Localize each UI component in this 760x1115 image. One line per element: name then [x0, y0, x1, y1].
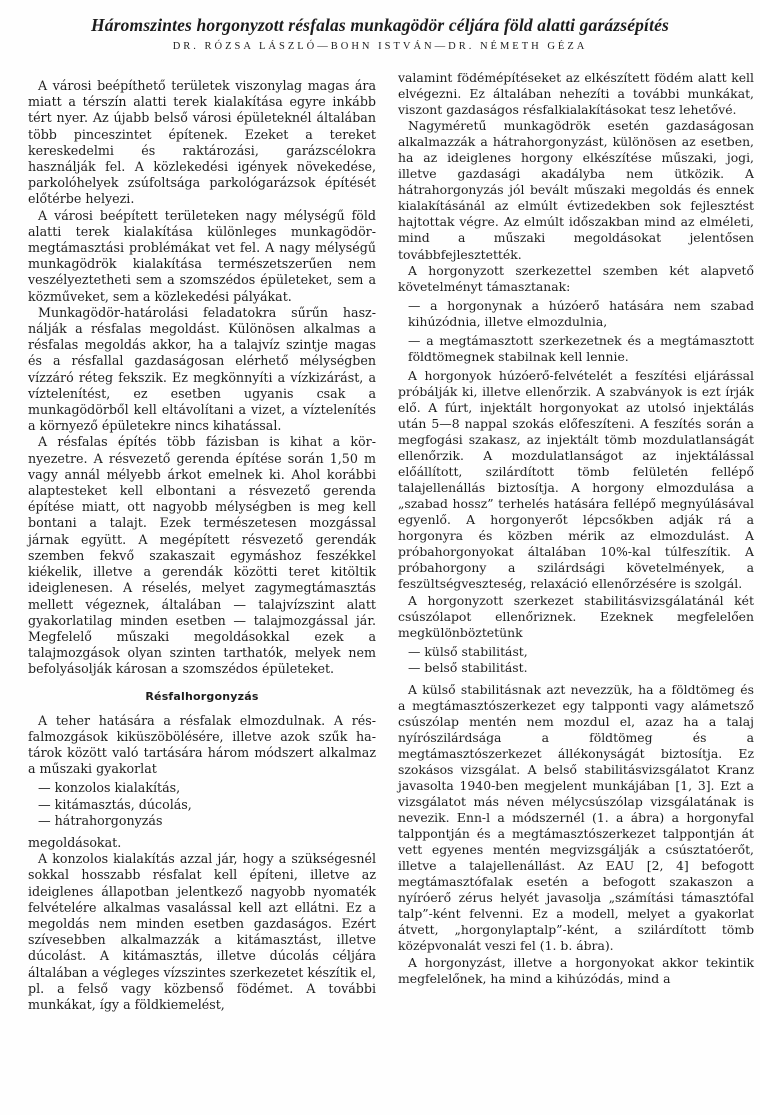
- paragraph: A külső stabilitásnak azt nevezzük, ha a földtömeg és a megtámasztószerkezet egy talpponti vagy alámetsző csúszólap mentén nem mozdul el, azaz ha a talaj nyírószilárdsága a földtömeg és a megtámasztószerkezet állékonyságát biztosítja. Ez szokásos vizsgálat. A belső stabilitásvizsgálatot Kranz javasolta 1940-ben megjelent munkájában [1, 3]. Ezt a vizsgálatot más néven mélycsúszólap vizsgálatának is nevezik. Enn-l a módszernél (1. a ábra) a horgonyfal talppontján és a megtámasztószerkezet talppontján át vett egyenes mentén megvizsgálják a csúsztatóerőt, illetve a talajellenállást. Az EAU [2, 4] befogott megtámasztófalak esetén a befogott szakaszon a nyíróerő zérus helyét javasolja „számítási támasztófal talp”-ként felvenni. Ez a modell, melyet a gyakorlat átvett, „horgonylaptalp”-ként, a szilárdított tömb középvonalát veszi fel (1. b. ábra).: [398, 681, 754, 954]
- paragraph: valamint födémépítéseket az elkészített födém alatt kell elvégezni. Ez általában nehezíti a további munkákat, viszont gazdaságos résfalkialakításokat tesz lehetővé.: [398, 70, 754, 118]
- paragraph: megoldásokat.: [28, 834, 122, 850]
- article-title: Háromszintes horgonyzott résfalas munkagödör céljára föld alatti garázsépítés: [91, 15, 669, 35]
- paragraph: A horgonyzást, illetve a horgonyokat akkor tekintik megfelelőnek, ha mind a kihúzódás, mind a: [398, 954, 754, 986]
- list-item: — a horgonynak a húzóerő hatására nem szabad kihúzódnia, illetve elmozdulnia,: [408, 297, 754, 329]
- list-item: — kitámasztás, dúcolás,: [38, 796, 192, 812]
- method-list: [28, 780, 376, 829]
- paragraph: A városi beépített területeken nagy mélységű föld alatti terek kialakítása különleges munkagödör-megtámasztási problémákat vet fel. A nagy mélységű munkagödrök kialakítása természetszerűen nem veszélyeztetheti sem a szomszédos épületeket, sem a közműveket, sem a közlekedési pályákat.: [28, 207, 376, 304]
- list-item: — belső stabilitást.: [408, 659, 528, 675]
- right-column: [398, 70, 754, 987]
- paragraph: Nagyméretű munkagödrök esetén gazdaságosan alkalmazzák a hátrahorgonyzást, különösen az esetben, ha az ideiglenes horgony elkészítése műszaki, jogi, illetve gazdasági akadályba nem ütközik. A hátrahorgonyzás jól bevált műszaki megoldás és ennek kialakításánál az elmúlt évtizedekben sok fejlesztést hajtottak végre. Az elmúlt időszakban mind az elméleti, mind a műszaki megoldásokat jelentősen továbbfejlesztették.: [398, 118, 754, 262]
- paragraph: A résfalas építés több fázisban is kihat a környezetre. A résvezető gerenda építése során 1,50 m vagy annál mélyebb árkot emelnek ki. Ahol korábbi alaptesteket kell elbontani a résvezető gerenda építése miatt, ott nagyobb mélységben is meg kell bontani a talajt. Ezek természetesen mozgással járnak együtt. A megépített résvezető gerendák szemben fekvő szakaszait egymáshoz feszékkel kiékelik, illetve a gerendák közötti teret kitöltik ideiglenesen. A réselés, melyet zagymegtámasztás mellett végeznek, általában — talajvízszint alatt gyakorlatilag minden esetben — talajmozgással jár. Megfelelő műszaki megoldásokkal ezek a talajmozgások olyan szinten tarthatók, melyek nem befolyásolják károsan a szomszédos épületeket.: [28, 434, 376, 677]
- article-authors: DR. RÓZSA LÁSZLÓ—BOHN ISTVÁN—DR. NÉMETH GÉZA: [172, 41, 588, 52]
- list-item: — a megtámasztott szerkezetnek és a megtámasztott földtömegnek stabilnak kell lennie.: [408, 332, 754, 364]
- paragraph: A horgonyok húzóerő-felvételét a feszítési eljárással próbálják ki, illetve ellenőrzik. A szabványok is ezt írják elő. A fúrt, injektált horgonyokat az utolsó injektálás után 5—8 nappal szokás előfeszíteni. A feszítés során a megfogási szakasz, az injektált tömb mozdulatlanságát ellenőrzik. A mozdulatlanságot az injektálással előállított, szilárdított tömb felületén fellépő talajellenállás biztosítja. A horgony elmozdulása a „szabad hossz” terhelés hatására fellépő megnyúlásával egyenlő. A horgonyerőt lépcsőkben adják rá a horgonyra és közben mérik az elmozdulást. A próbahorgonyokat általában 10%-kal túlfeszítik. A próbahorgony a szilárdsági követelmények, a feszültségveszteség, relaxáció ellenőrzésére is szolgál.: [398, 367, 754, 592]
- paragraph: A konzolos kialakítás azzal jár, hogy a szükségesnél sokkal hosszabb résfalat kell építeni, illetve az ideiglenes állapotban jelentkező nagyobb nyomaték felvételére alkalmas vasalással kell azt ellátni. Ez a megoldás nem minden esetben gazdaságos. Ezért szívesebben alkalmazzák a kitámasztást, illetve dúcolást. A kitámasztás, illetve dúcolás céljára általában a végleges vízszintes szerkezetet készítik el, pl. a felső vagy közbenső födémet. A további munkákat, így a földkiemelést,: [28, 851, 376, 1012]
- section-heading: Résfalhorgonyzás: [145, 689, 259, 703]
- paragraph: A városi beépíthető területek viszonylag magas ára miatt a térszín alatti terek kialakítása egyre inkább tért nyer. Az újabb belső városi épületeknél általában több pinceszintet építenek. Ezeket a tereket kereskedelmi és raktározási, garázscélokra használják fel. A közlekedési igények növekedése, parkolóhelyek zsúfoltsága parkológarázsok építését előtérbe helyezi.: [28, 78, 376, 207]
- stability-list: [398, 644, 754, 676]
- paragraph: A horgonyzott szerkezet stabilitásvizsgálatánál két csúszólapot ellenőriznek. Ezeknek megfelelően megkülönböztetünk: [398, 592, 754, 640]
- list-item: — hátrahorgonyzás: [38, 812, 163, 828]
- paragraph: Munkagödör-határolási feladatokra sűrűn használják a résfalas megoldást. Különösen alkalmas a résfalas megoldás akkor, ha a talajvíz szintje magas és a résfallal gazdaságosan elérhető mélységben vízzáró réteg fekszik. Ez megkönnyíti a vízkizárást, a víztelenítést, ez esetben ugyanis csak a munkagödörből kell eltávolítani a vizet, a víztelenítés a környező épületekre nincs kihatással.: [28, 304, 376, 434]
- list-item: — konzolos kialakítás,: [38, 780, 181, 796]
- list-item: — külső stabilitást,: [408, 643, 528, 659]
- paragraph: A teher hatására a résfalak elmozdulnak. A résfalmozgások kiküszöbölésére, illetve azok szűk határok között való tartására három módszert alkalmaz a műszaki gyakorlat: [28, 712, 376, 777]
- left-column: [28, 78, 376, 1013]
- paragraph: A horgonyzott szerkezettel szemben két alapvető követelményt támasztanak:: [398, 262, 754, 294]
